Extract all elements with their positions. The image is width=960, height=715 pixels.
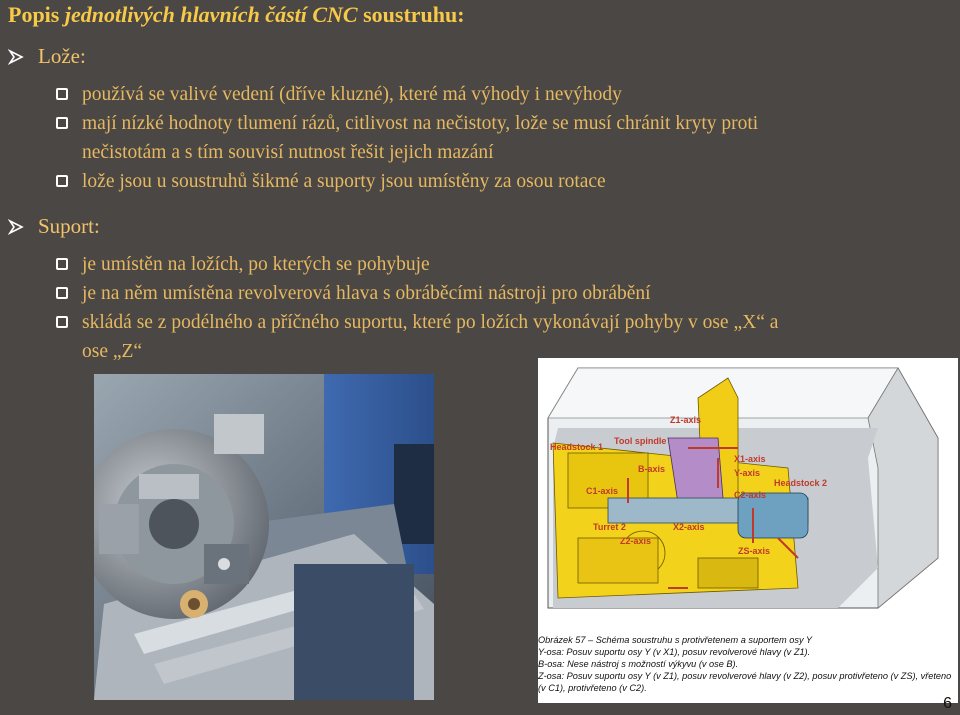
caption-line: B-osa: Nese nástroj s možností výkyvu (v ose B).: [538, 659, 739, 669]
label-headstock2: Headstock 2: [774, 478, 828, 488]
section-heading-loze: Lože:: [8, 44, 86, 69]
list-item: skládá se z podélného a příčného suportu, které po ložích vykonávají pohyby v ose „X“ a: [56, 308, 956, 337]
cnc-lathe-schematic: [538, 358, 958, 703]
label-z2: Z2-axis: [620, 536, 652, 546]
label-b: B-axis: [638, 464, 666, 474]
caption-line: Obrázek 57 – Schéma soustruhu s protivřetenem a suportem osy Y: [538, 635, 813, 645]
label-zs: ZS-axis: [738, 546, 771, 556]
label-x1: X1-axis: [734, 454, 766, 464]
checkbox-bullet-icon: [56, 287, 68, 299]
list-item-continuation: nečistotám a s tím souvisí nutnost řešit jejich mazání: [82, 142, 494, 163]
list-item: používá se valivé vedení (dříve kluzné), které má výhody i nevýhody: [56, 80, 956, 109]
label-toolspindle: Tool spindle: [614, 436, 667, 446]
slide-title: Popis jednotlivých hlavních částí CNC soustruhu:: [8, 2, 465, 27]
checkbox-bullet-icon: [56, 316, 68, 328]
section-heading-suport: Suport:: [8, 214, 100, 239]
checkbox-bullet-icon: [56, 175, 68, 187]
label-x2: X2-axis: [673, 522, 705, 532]
lathe-turret-photo: [94, 374, 434, 700]
label-z1: Z1-axis: [670, 415, 702, 425]
list-item-continuation: ose „Z“: [82, 341, 143, 362]
checkbox-bullet-icon: [56, 117, 68, 129]
label-headstock1: Headstock 1: [550, 442, 604, 452]
label-y: Y-axis: [734, 468, 761, 478]
caption-line: Z-osa: Posuv suportu osy Y (v Z1), posuv revolverové hlavy (v Z2), posuv protivřeteno (v ZS), vřeteno: [538, 671, 952, 681]
figure-caption: [538, 634, 958, 694]
list-item: je umístěn na ložích, po kterých se pohybuje: [56, 250, 956, 279]
section-list-loze: [56, 80, 956, 196]
caption-line: (v C1), protivřeteno (v C2).: [538, 683, 647, 693]
list-item: je na něm umístěna revolverová hlava s obráběcími nástroji pro obrábění: [56, 279, 956, 308]
list-item: lože jsou u soustruhů šikmé a suporty jsou umístěny za osou rotace: [56, 167, 956, 196]
list-item: mají nízké hodnoty tlumení rázů, citlivost na nečistoty, lože se musí chránit kryty proti: [56, 109, 956, 138]
label-turret2: Turret 2: [593, 522, 626, 532]
arrow-bullet-icon: [8, 219, 24, 235]
label-c1: C1-axis: [586, 486, 619, 496]
arrow-bullet-icon: [8, 49, 24, 65]
checkbox-bullet-icon: [56, 88, 68, 100]
section-list-suport: [56, 250, 956, 366]
checkbox-bullet-icon: [56, 258, 68, 270]
page-number: 6: [943, 695, 952, 712]
label-c2: C2-axis: [734, 490, 767, 500]
caption-line: Y-osa: Posuv suportu osy Y (v X1), posuv revolverové hlavy (v Z1).: [538, 647, 811, 657]
